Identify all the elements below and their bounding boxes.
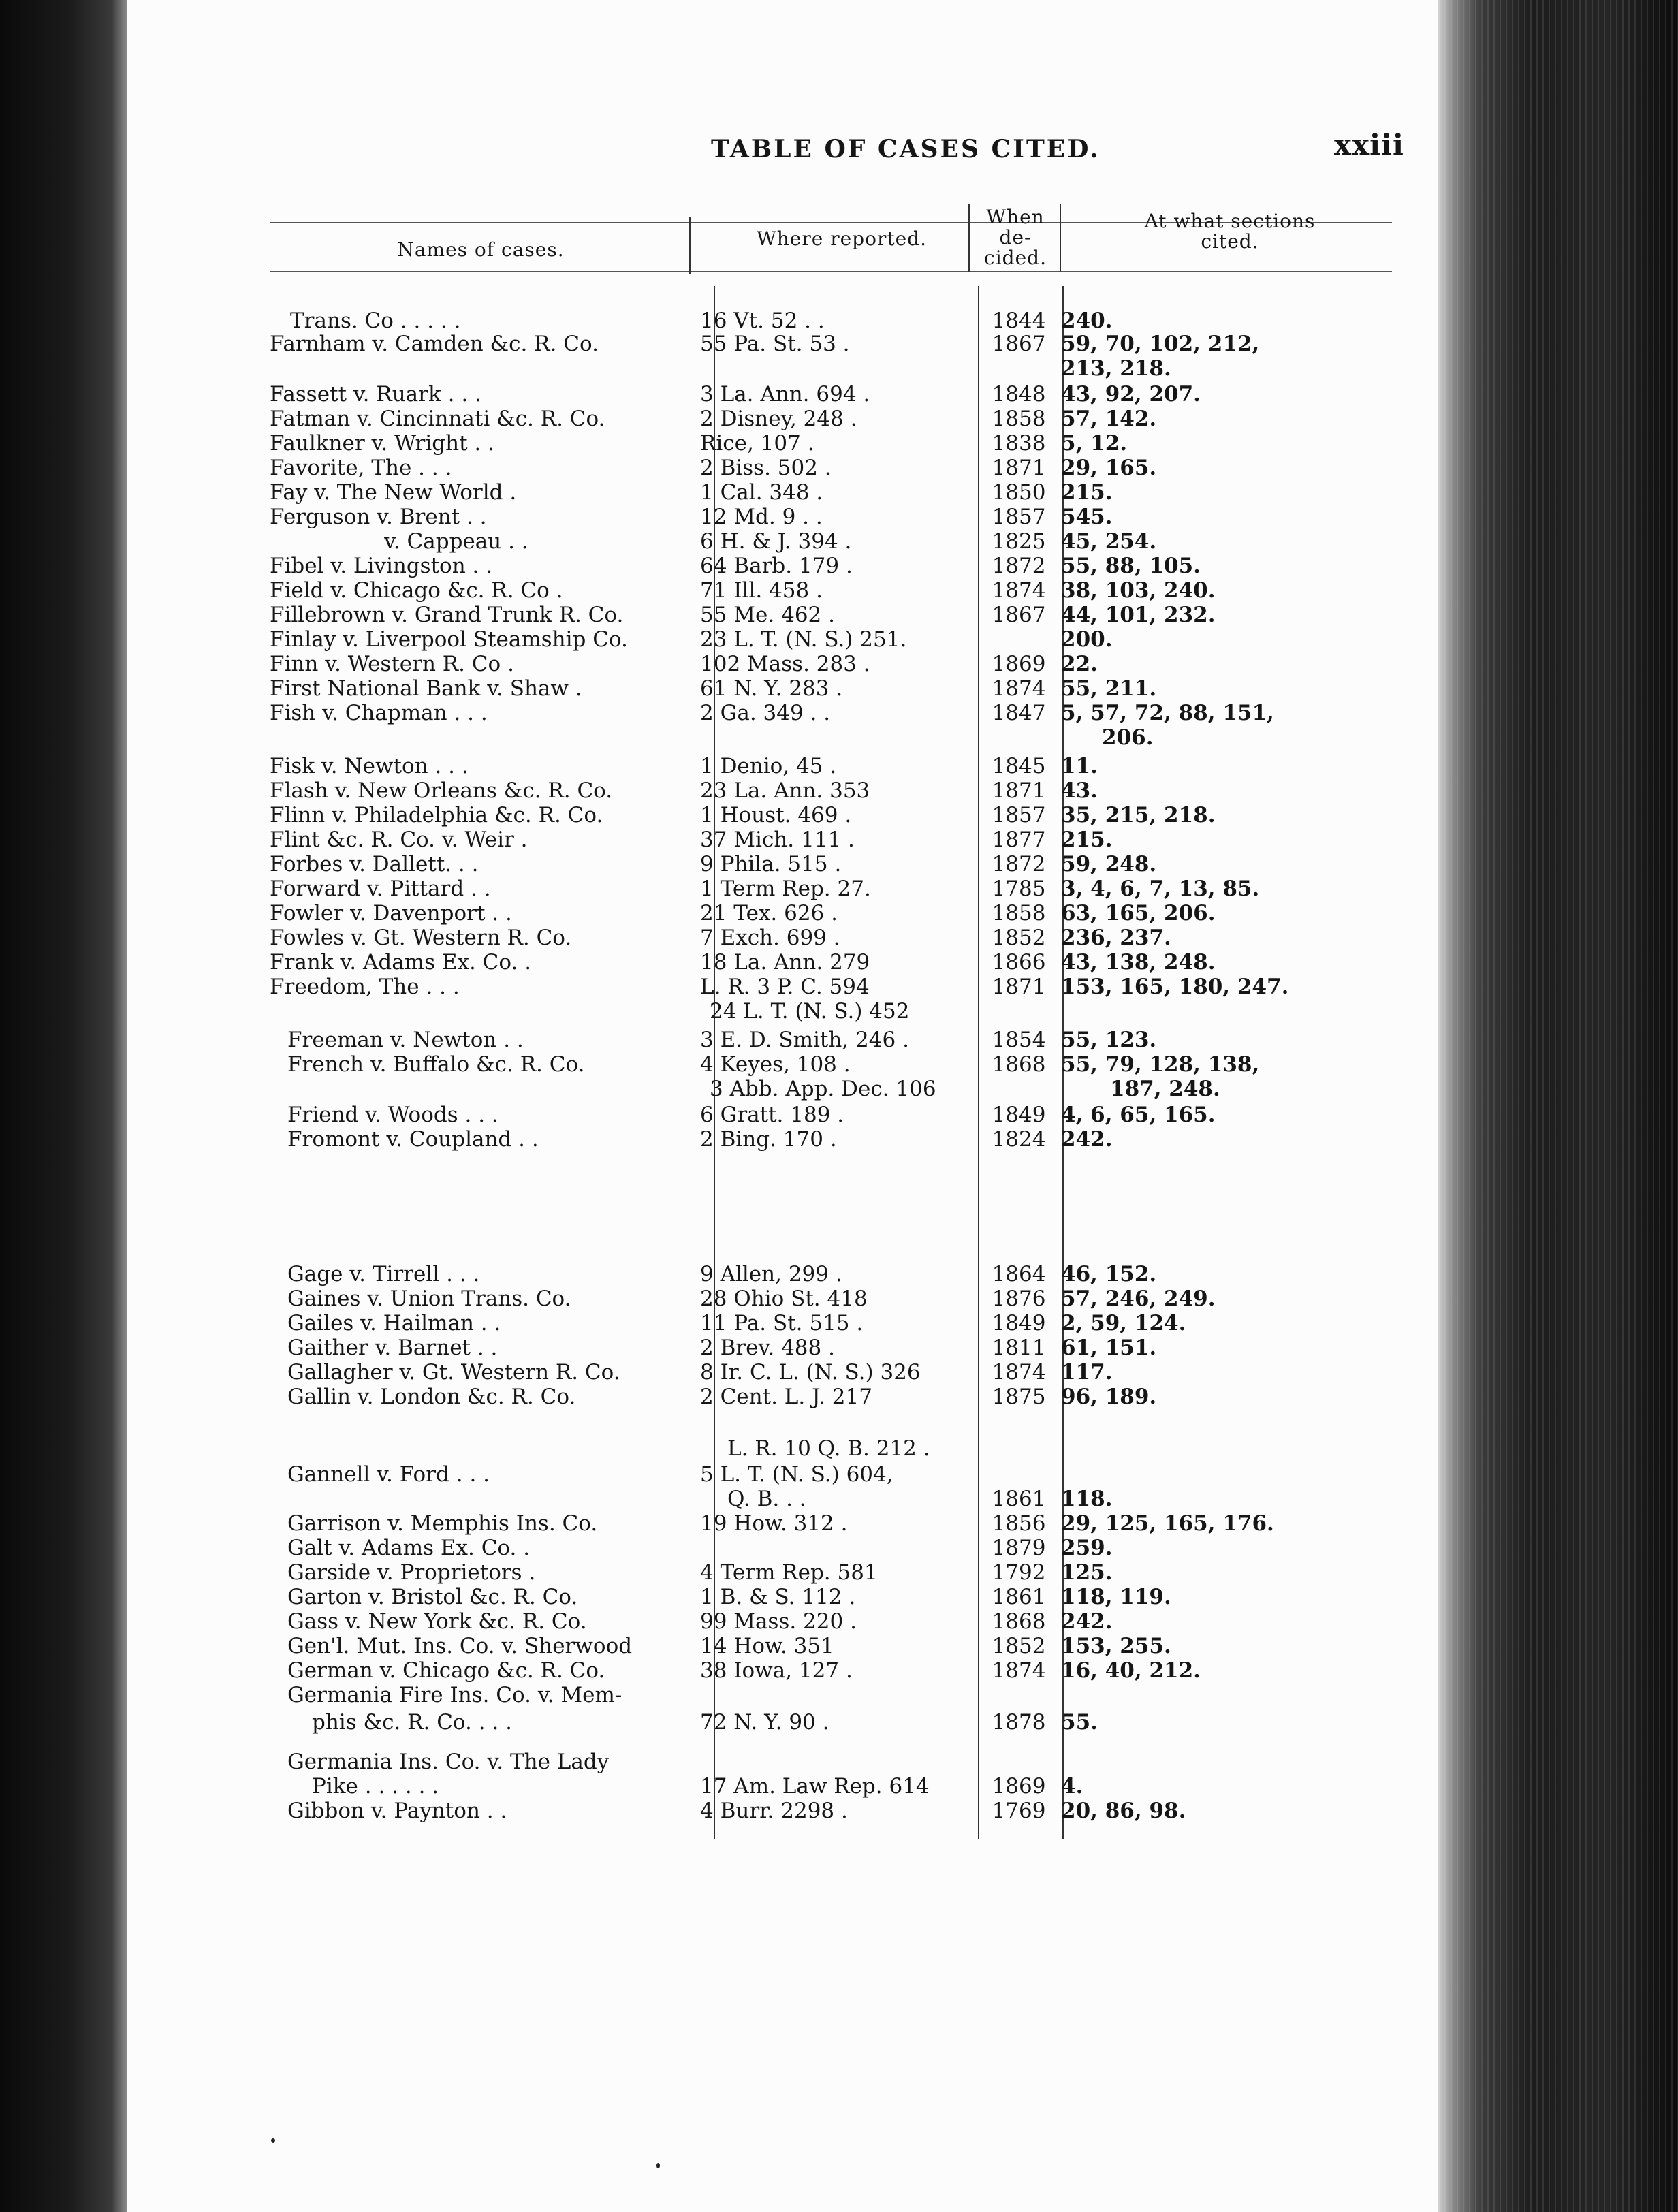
case-name: Flinn v. Philadelphia &c. R. Co. xyxy=(270,803,603,827)
continuation-french-reported: 3 Abb. App. Dec. 106 xyxy=(710,1077,936,1101)
case-year: 1844 xyxy=(992,309,1046,333)
table-row xyxy=(127,851,1438,877)
case-year: 1872 xyxy=(992,852,1046,876)
table-row xyxy=(127,1749,1438,1775)
table-row xyxy=(127,1773,1438,1799)
case-year: 1874 xyxy=(992,578,1046,603)
table-row xyxy=(127,331,1438,357)
table-row xyxy=(127,676,1438,701)
table-row xyxy=(127,1052,1438,1077)
case-reported: 23 La. Ann. 353 xyxy=(700,778,870,803)
table-row xyxy=(127,876,1438,902)
case-reported: 6 Gratt. 189 . xyxy=(700,1103,844,1127)
case-sections: 5, 12. xyxy=(1061,431,1128,456)
case-sections: 44, 101, 232. xyxy=(1061,603,1216,627)
case-year: 1852 xyxy=(992,926,1046,950)
page-edges-right xyxy=(1438,0,1678,2212)
book-binding-left xyxy=(0,0,127,2212)
case-reported: 37 Mich. 111 . xyxy=(700,827,855,852)
case-name: Gen'l. Mut. Ins. Co. v. Sherwood xyxy=(287,1634,633,1658)
case-name: First National Bank v. Shaw . xyxy=(270,676,582,701)
case-name: Gallin v. London &c. R. Co. xyxy=(287,1385,576,1409)
case-sections: 38, 103, 240. xyxy=(1061,578,1216,603)
case-name: Garton v. Bristol &c. R. Co. xyxy=(287,1585,578,1609)
table-row xyxy=(127,504,1438,530)
case-sections: 46, 152. xyxy=(1061,1262,1157,1286)
case-name: Gage v. Tirrell . . . xyxy=(287,1262,480,1286)
col-header-where: Where reported. xyxy=(756,227,927,250)
case-sections: 59, 248. xyxy=(1061,852,1157,876)
case-sections: 96, 189. xyxy=(1061,1385,1157,1409)
case-reported: 17 Am. Law Rep. 614 xyxy=(700,1774,930,1799)
case-name: Gibbon v. Paynton . . xyxy=(287,1799,507,1823)
case-name: Fish v. Chapman . . . xyxy=(270,701,488,725)
col-header-names: Names of cases. xyxy=(397,238,565,261)
case-year: 1868 xyxy=(992,1052,1046,1077)
table-row xyxy=(127,1102,1438,1128)
case-year: 1838 xyxy=(992,431,1046,456)
case-reported: 1 Denio, 45 . xyxy=(700,754,837,778)
table-row xyxy=(127,578,1438,603)
case-name: Finn v. Western R. Co . xyxy=(270,652,514,676)
case-sections: 20, 86, 98. xyxy=(1061,1799,1186,1823)
case-sections: 242. xyxy=(1061,1127,1113,1152)
case-sections: 4, 6, 65, 165. xyxy=(1061,1103,1216,1127)
case-name: Freeman v. Newton . . xyxy=(287,1028,524,1052)
case-year: 1864 xyxy=(992,1262,1046,1286)
table-row xyxy=(127,1798,1438,1824)
case-name: Fay v. The New World . xyxy=(270,480,517,505)
case-year: 1857 xyxy=(992,505,1046,529)
table-row xyxy=(127,1286,1438,1312)
table-row xyxy=(127,753,1438,779)
case-sections: 200. xyxy=(1061,627,1113,652)
table-row xyxy=(127,1310,1438,1336)
continuation-french-sections: 187, 248. xyxy=(1110,1077,1220,1101)
case-name: French v. Buffalo &c. R. Co. xyxy=(287,1052,585,1077)
case-sections: 55, 79, 128, 138, xyxy=(1061,1052,1260,1077)
case-year: 1871 xyxy=(992,975,1046,999)
table-row xyxy=(127,627,1438,652)
case-reported: 2 Disney, 248 . xyxy=(700,407,857,431)
case-sections: 59, 70, 102, 212, xyxy=(1061,332,1260,356)
case-year: 1874 xyxy=(992,1658,1046,1683)
case-sections: 236, 237. xyxy=(1061,926,1171,950)
case-year: 1867 xyxy=(992,332,1046,356)
case-name: Galt v. Adams Ex. Co. . xyxy=(287,1536,531,1560)
table-row xyxy=(127,778,1438,804)
case-sections: 11. xyxy=(1061,754,1098,778)
case-name: Gass v. New York &c. R. Co. xyxy=(287,1609,587,1634)
case-name: Farnham v. Camden &c. R. Co. xyxy=(270,332,599,356)
case-reported: 3 La. Ann. 694 . xyxy=(700,382,870,407)
case-name: Freedom, The . . . xyxy=(270,975,460,999)
case-name: Field v. Chicago &c. R. Co . xyxy=(270,578,563,603)
case-sections: 57, 246, 249. xyxy=(1061,1286,1216,1311)
case-reported: 1 Cal. 348 . xyxy=(700,480,823,505)
case-year: 1849 xyxy=(992,1103,1046,1127)
col-header-sections-line2: cited. xyxy=(1201,230,1259,253)
table-row xyxy=(127,1261,1438,1287)
table-row xyxy=(127,1709,1438,1735)
case-reported: 71 Ill. 458 . xyxy=(700,578,823,603)
case-sections: 55, 211. xyxy=(1061,676,1157,701)
case-reported: 64 Barb. 179 . xyxy=(700,554,853,578)
case-sections: 215. xyxy=(1061,827,1113,852)
column-divider-2 xyxy=(968,204,970,272)
case-reported: 2 Ga. 349 . . xyxy=(700,701,831,725)
case-reported: 4 Term Rep. 581 xyxy=(700,1560,878,1585)
continuation-gallin-reported: L. R. 10 Q. B. 212 . xyxy=(727,1436,930,1461)
case-year: 1869 xyxy=(992,652,1046,676)
case-year: 1854 xyxy=(992,1028,1046,1052)
case-sections: 22. xyxy=(1061,652,1098,676)
case-name: Fatman v. Cincinnati &c. R. Co. xyxy=(270,407,605,431)
case-sections: 215. xyxy=(1061,480,1113,505)
table-row xyxy=(127,1027,1438,1053)
table-row xyxy=(127,974,1438,1000)
case-year: 1824 xyxy=(992,1127,1046,1152)
case-year: 1868 xyxy=(992,1609,1046,1634)
case-year: 1879 xyxy=(992,1536,1046,1560)
case-name: Gaither v. Barnet . . xyxy=(287,1336,498,1360)
col-header-sections xyxy=(1066,211,1393,252)
col-header-when xyxy=(971,207,1060,268)
table-row xyxy=(127,1560,1438,1585)
case-year: 1874 xyxy=(992,1360,1046,1385)
case-name: German v. Chicago &c. R. Co. xyxy=(287,1658,605,1683)
case-reported: 19 How. 312 . xyxy=(700,1511,848,1536)
case-reported: 12 Md. 9 . . xyxy=(700,505,823,529)
case-reported: 7 Exch. 699 . xyxy=(700,926,840,950)
case-name: Gannell v. Ford . . . xyxy=(287,1462,490,1487)
case-name: v. Cappeau . . xyxy=(384,529,528,554)
case-name: Favorite, The . . . xyxy=(270,456,452,480)
case-year: 1872 xyxy=(992,554,1046,578)
case-year: 1871 xyxy=(992,778,1046,803)
case-name: Fowler v. Davenport . . xyxy=(270,901,512,926)
case-name: Gaines v. Union Trans. Co. xyxy=(287,1286,571,1311)
case-reported: 55 Pa. St. 53 . xyxy=(700,332,850,356)
case-year: 1869 xyxy=(992,1774,1046,1799)
case-reported: 1 Term Rep. 27. xyxy=(700,876,871,901)
case-name: Fromont v. Coupland . . xyxy=(287,1127,539,1152)
case-reported: 1 Houst. 469 . xyxy=(700,803,852,827)
case-year: 1875 xyxy=(992,1385,1046,1409)
case-reported: 2 Cent. L. J. 217 xyxy=(700,1385,872,1409)
case-sections: 153, 165, 180, 247. xyxy=(1061,975,1289,999)
table-row xyxy=(127,479,1438,505)
case-sections: 45, 254. xyxy=(1061,529,1157,554)
case-year: 1769 xyxy=(992,1799,1046,1823)
case-name: Trans. Co . . . . . xyxy=(290,309,461,333)
case-reported: 9 Allen, 299 . xyxy=(700,1262,842,1286)
table-row xyxy=(127,1335,1438,1361)
case-year: 1811 xyxy=(992,1336,1046,1360)
print-speck xyxy=(271,2138,275,2143)
table-row xyxy=(127,925,1438,951)
case-name: Fillebrown v. Grand Trunk R. Co. xyxy=(270,603,624,627)
continuation-fish-sections: 206. xyxy=(1102,725,1154,750)
case-sections: 29, 125, 165, 176. xyxy=(1061,1511,1274,1536)
case-sections: 43. xyxy=(1061,778,1098,803)
case-name: phis &c. R. Co. . . . xyxy=(312,1710,513,1735)
table-row xyxy=(127,381,1438,407)
table-row xyxy=(127,528,1438,554)
case-year: 1845 xyxy=(992,754,1046,778)
table-row xyxy=(127,1462,1438,1487)
case-sections: 43, 92, 207. xyxy=(1061,382,1201,407)
case-sections: 61, 151. xyxy=(1061,1336,1157,1360)
case-year: 1866 xyxy=(992,950,1046,975)
case-sections: 240. xyxy=(1061,309,1113,333)
case-sections: 5, 57, 72, 88, 151, xyxy=(1061,701,1274,725)
continuation-freedom-reported: 24 L. T. (N. S.) 452 xyxy=(710,999,910,1024)
case-reported: 102 Mass. 283 . xyxy=(700,652,870,676)
col-header-sections-line1: At what sections xyxy=(1144,210,1316,232)
col-header-when-line1: When xyxy=(986,206,1045,228)
table-row xyxy=(127,1658,1438,1684)
col-header-when-line3: cided. xyxy=(984,247,1047,269)
case-reported: 21 Tex. 626 . xyxy=(700,901,838,926)
case-year: 1858 xyxy=(992,901,1046,926)
case-sections: 57, 142. xyxy=(1061,407,1157,431)
case-reported: L. R. 3 P. C. 594 xyxy=(700,975,870,999)
case-reported: 9 Phila. 515 . xyxy=(700,852,842,876)
case-reported: 61 N. Y. 283 . xyxy=(700,676,843,701)
case-year: 1871 xyxy=(992,456,1046,480)
case-sections: 2, 59, 124. xyxy=(1061,1311,1186,1336)
table-row xyxy=(127,430,1438,456)
table-row xyxy=(127,602,1438,628)
case-reported: 4 Keyes, 108 . xyxy=(700,1052,851,1077)
case-year: 1874 xyxy=(992,676,1046,701)
case-reported: 2 Bing. 170 . xyxy=(700,1127,837,1152)
table-row xyxy=(127,553,1438,579)
case-reported: Rice, 107 . xyxy=(700,431,814,456)
case-name: Frank v. Adams Ex. Co. . xyxy=(270,950,532,975)
case-year: 1856 xyxy=(992,1511,1046,1536)
case-name: Faulkner v. Wright . . xyxy=(270,431,494,456)
case-reported: 1 B. & S. 112 . xyxy=(700,1585,856,1609)
print-speck xyxy=(656,2163,660,2168)
table-row xyxy=(127,1609,1438,1634)
case-sections: 55, 88, 105. xyxy=(1061,554,1201,578)
table-row xyxy=(127,1126,1438,1152)
col-header-when-line2: de- xyxy=(999,226,1032,249)
table-row xyxy=(127,949,1438,975)
case-year: 1857 xyxy=(992,803,1046,827)
table-header-rule xyxy=(270,271,1392,272)
case-sections: 545. xyxy=(1061,505,1113,529)
table-row xyxy=(127,308,1438,334)
case-reported: 4 Burr. 2298 . xyxy=(700,1799,848,1823)
continuation-farnham-sections: 213, 218. xyxy=(1061,356,1171,381)
case-name: Garside v. Proprietors . xyxy=(287,1560,536,1585)
case-reported: 72 N. Y. 90 . xyxy=(700,1710,829,1735)
case-reported: 5 L. T. (N. S.) 604, xyxy=(700,1462,893,1487)
case-name: Friend v. Woods . . . xyxy=(287,1103,498,1127)
case-year: 1877 xyxy=(992,827,1046,852)
case-reported: 6 H. & J. 394 . xyxy=(700,529,852,554)
case-reported: 28 Ohio St. 418 xyxy=(700,1286,868,1311)
case-name: Flash v. New Orleans &c. R. Co. xyxy=(270,778,613,803)
table-row xyxy=(127,1535,1438,1561)
column-divider-1 xyxy=(689,217,691,274)
case-year: 1876 xyxy=(992,1286,1046,1311)
case-sections: 3, 4, 6, 7, 13, 85. xyxy=(1061,876,1260,901)
case-sections: 153, 255. xyxy=(1061,1634,1171,1658)
case-name: Fowles v. Gt. Western R. Co. xyxy=(270,926,572,950)
case-year: 1867 xyxy=(992,603,1046,627)
case-year: 1852 xyxy=(992,1634,1046,1658)
case-name: Germania Fire Ins. Co. v. Mem- xyxy=(287,1683,622,1707)
table-row xyxy=(127,1359,1438,1385)
case-year: 1850 xyxy=(992,480,1046,505)
case-year: 1847 xyxy=(992,701,1046,725)
column-divider-3 xyxy=(1060,204,1061,272)
case-sections: 242. xyxy=(1061,1609,1113,1634)
case-reported: 99 Mass. 220 . xyxy=(700,1609,857,1634)
case-name: Ferguson v. Brent . . xyxy=(270,505,487,529)
case-sections: 4. xyxy=(1061,1774,1083,1799)
case-year: 1858 xyxy=(992,407,1046,431)
case-reported: 55 Me. 462 . xyxy=(700,603,835,627)
table-row xyxy=(127,1511,1438,1536)
case-year: 1785 xyxy=(992,876,1046,901)
case-name: Garrison v. Memphis Ins. Co. xyxy=(287,1511,598,1536)
case-sections: 118. xyxy=(1061,1487,1113,1511)
case-sections: 117. xyxy=(1061,1360,1113,1385)
table-row xyxy=(127,1486,1438,1512)
table-row xyxy=(127,1633,1438,1659)
case-sections: 259. xyxy=(1061,1536,1113,1560)
table-row xyxy=(127,802,1438,828)
case-year: 1849 xyxy=(992,1311,1046,1336)
case-name: Flint &c. R. Co. v. Weir . xyxy=(270,827,528,852)
case-year: 1861 xyxy=(992,1585,1046,1609)
case-name: Forward v. Pittard . . xyxy=(270,876,491,901)
case-name: Pike . . . . . . xyxy=(312,1774,439,1799)
table-row xyxy=(127,406,1438,432)
case-reported: 23 L. T. (N. S.) 251. xyxy=(700,627,907,652)
case-name: Fibel v. Livingston . . xyxy=(270,554,493,578)
case-sections: 29, 165. xyxy=(1061,456,1157,480)
table-row xyxy=(127,455,1438,481)
case-reported: 2 Brev. 488 . xyxy=(700,1336,835,1360)
case-name: Gailes v. Hailman . . xyxy=(287,1311,501,1336)
case-sections: 35, 215, 218. xyxy=(1061,803,1216,827)
case-sections: 43, 138, 248. xyxy=(1061,950,1216,975)
case-sections: 118, 119. xyxy=(1061,1585,1171,1609)
table-row xyxy=(127,700,1438,726)
table-row xyxy=(127,900,1438,926)
case-year: 1861 xyxy=(992,1487,1046,1511)
case-reported: 8 Ir. C. L. (N. S.) 326 xyxy=(700,1360,921,1385)
case-sections: 55, 123. xyxy=(1061,1028,1157,1052)
table-row xyxy=(127,1682,1438,1708)
case-sections: 125. xyxy=(1061,1560,1113,1585)
running-title: TABLE OF CASES CITED. xyxy=(711,135,1101,163)
table-row xyxy=(127,827,1438,853)
case-year: 1878 xyxy=(992,1710,1046,1735)
page-number: xxiii xyxy=(1334,128,1404,161)
case-name: Fisk v. Newton . . . xyxy=(270,754,469,778)
case-year: 1848 xyxy=(992,382,1046,407)
case-name: Finlay v. Liverpool Steamship Co. xyxy=(270,627,628,652)
case-reported: 16 Vt. 52 . . xyxy=(700,309,825,333)
case-reported: 18 La. Ann. 279 xyxy=(700,950,870,975)
case-name: Germania Ins. Co. v. The Lady xyxy=(287,1750,610,1774)
case-sections: 63, 165, 206. xyxy=(1061,901,1216,926)
case-reported: 38 Iowa, 127 . xyxy=(700,1658,853,1683)
case-reported: 2 Biss. 502 . xyxy=(700,456,832,480)
case-year: 1792 xyxy=(992,1560,1046,1585)
case-year: 1825 xyxy=(992,529,1046,554)
table-row xyxy=(127,651,1438,677)
table-row xyxy=(127,1384,1438,1410)
case-name: Fassett v. Ruark . . . xyxy=(270,382,481,407)
table-row xyxy=(127,1584,1438,1610)
case-sections: 55. xyxy=(1061,1710,1098,1735)
book-page xyxy=(127,0,1438,2212)
case-reported: 3 E. D. Smith, 246 . xyxy=(700,1028,909,1052)
case-reported: Q. B. . . xyxy=(727,1487,806,1511)
case-reported: 14 How. 351 xyxy=(700,1634,834,1658)
case-name: Forbes v. Dallett. . . xyxy=(270,852,479,876)
case-sections: 16, 40, 212. xyxy=(1061,1658,1201,1683)
case-name: Gallagher v. Gt. Western R. Co. xyxy=(287,1360,620,1385)
case-reported: 11 Pa. St. 515 . xyxy=(700,1311,864,1336)
